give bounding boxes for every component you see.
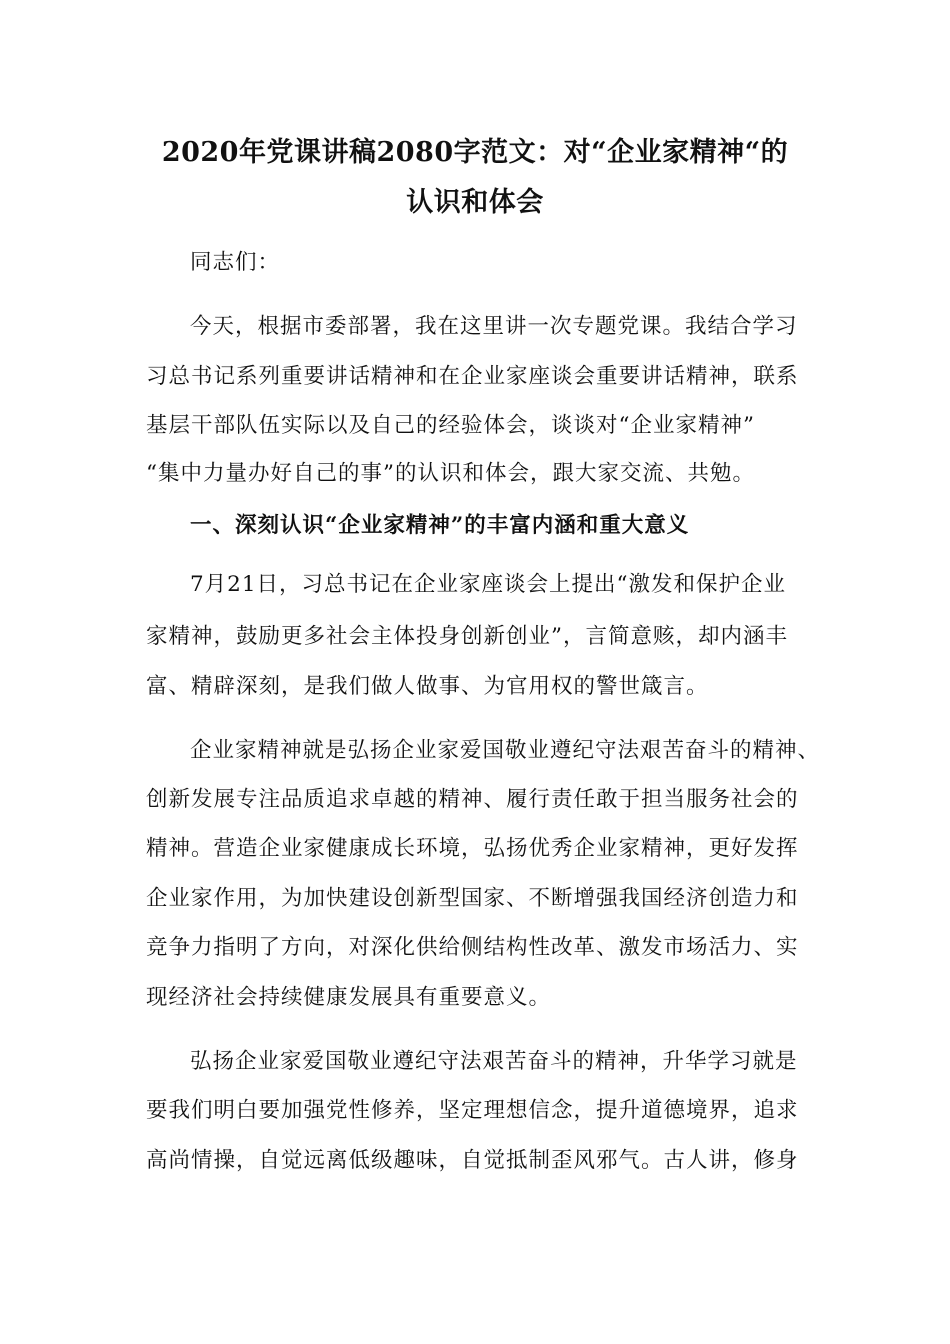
paragraph-line: 创新发展专注品质追求卓越的精神、履行责任敢于担当服务社会的 [146,787,799,812]
paragraph-line: 基层干部队伍实际以及自己的经验体会，谈谈对“企业家精神” [146,413,755,438]
paragraph-line: 7月21日，习总书记在企业家座谈会上提出“激发和保护企业 [190,572,787,597]
paragraph-line: 高尚情操，自觉远离低级趣味，自觉抵制歪风邪气。古人讲，修身 [146,1148,799,1173]
paragraph-line: 富、精辟深刻，是我们做人做事、为官用权的警世箴言。 [146,674,709,699]
salutation: 同志们： [190,250,281,275]
document-title-line-2: 认识和体会 [406,187,544,218]
paragraph-line: 精神。营造企业家健康成长环境，弘扬优秀企业家精神，更好发挥 [146,836,799,861]
paragraph-line: 现经济社会持续健康发展具有重要意义。 [146,985,552,1010]
paragraph-line: 企业家作用，为加快建设创新型国家、不断增强我国经济创造力和 [146,886,799,911]
paragraph-line: 今天，根据市委部署，我在这里讲一次专题党课。我结合学习 [190,314,798,339]
paragraph-line: 习总书记系列重要讲话精神和在企业家座谈会重要讲话精神，联系 [146,364,799,389]
paragraph-line: 企业家精神就是弘扬企业家爱国敬业遵纪守法艰苦奋斗的精神、 [190,738,821,763]
paragraph-line: 竞争力指明了方向，对深化供给侧结构性改革、激发市场活力、实 [146,935,799,960]
paragraph-line: “集中力量办好自己的事”的认识和体会，跟大家交流、共勉。 [146,461,755,486]
paragraph-line: 弘扬企业家爱国敬业遵纪守法艰苦奋斗的精神，升华学习就是 [190,1049,798,1074]
document-title-line-1: 2020年党课讲稿2080字范文：对“企业家精神“的 [161,137,789,168]
section-heading: 一、深刻认识“企业家精神”的丰富内涵和重大意义 [190,513,690,538]
paragraph-line: 要我们明白要加强党性修养，坚定理想信念，提升道德境界，追求 [146,1098,799,1123]
paragraph-line: 家精神，鼓励更多社会主体投身创新创业”，言简意赅，却内涵丰 [146,624,788,649]
